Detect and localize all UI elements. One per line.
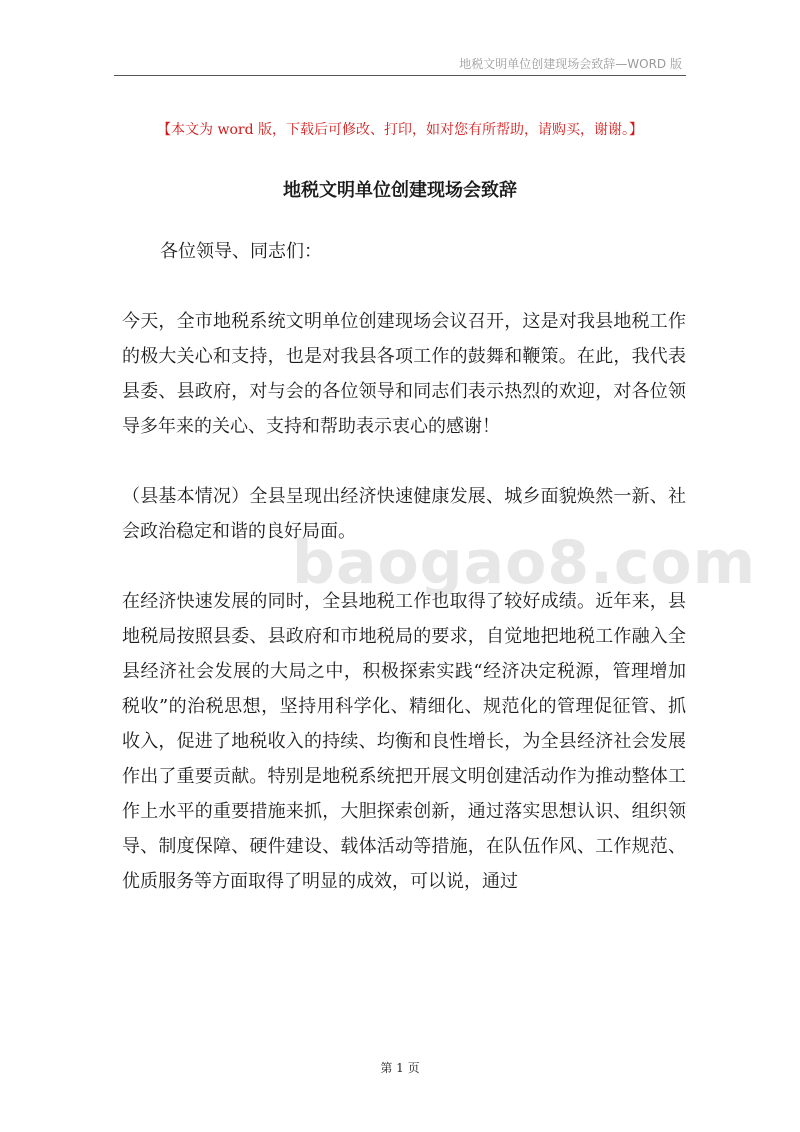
paragraph-3: 在经济快速发展的同时，全县地税工作也取得了较好成绩。近年来，县地税局按照县委、县政府和市地税局的要求，自觉地把地税工作融入全县经济社会发展的大局之中，积极探索实践“经济决定税源，管理增加税收”的治税思想，坚持用科学化、精细化、规范化的管理促征管、抓收入，促进了地税收入的持续、均衡和良性增长，为全县经济社会发展作出了重要贡献。特别是地税系统把开展文明创建活动作为推动整体工作上水平的重要措施来抓，大胆探索创新，通过落实思想认识、组织领导、制度保障、硬件建设、载体活动等措施，在队伍作风、工作规范、优质服务等方面取得了明显的成效，可以说，通过 [122, 591, 686, 892]
page-number: 第 1 页 [380, 1061, 420, 1075]
page-header-text: 地税文明单位创建现场会致辞—WORD 版 [459, 57, 682, 71]
greeting: 各位领导、同志们： [160, 241, 322, 262]
document-title: 地税文明单位创建现场会致辞 [283, 180, 517, 201]
download-notice: 【本文为 word 版，下载后可修改、打印，如对您有所帮助，请购买，谢谢。】 [157, 122, 643, 138]
document-body [122, 234, 686, 899]
paragraph-2: （县基本情况）全县呈现出经济快速健康发展、城乡面貌焕然一新、社会政治稳定和谐的良好局面。 [122, 486, 686, 542]
header-divider [114, 75, 686, 76]
watermark: baogao8.com [292, 528, 757, 598]
paragraph-1: 今天，全市地税系统文明单位创建现场会议召开，这是对我县地税工作的极大关心和支持，也是对我县各项工作的鼓舞和鞭策。在此，我代表县委、县政府，对与会的各位领导和同志们表示热烈的欢迎，对各位领导多年来的关心、支持和帮助表示衷心的感谢！ [122, 311, 686, 437]
